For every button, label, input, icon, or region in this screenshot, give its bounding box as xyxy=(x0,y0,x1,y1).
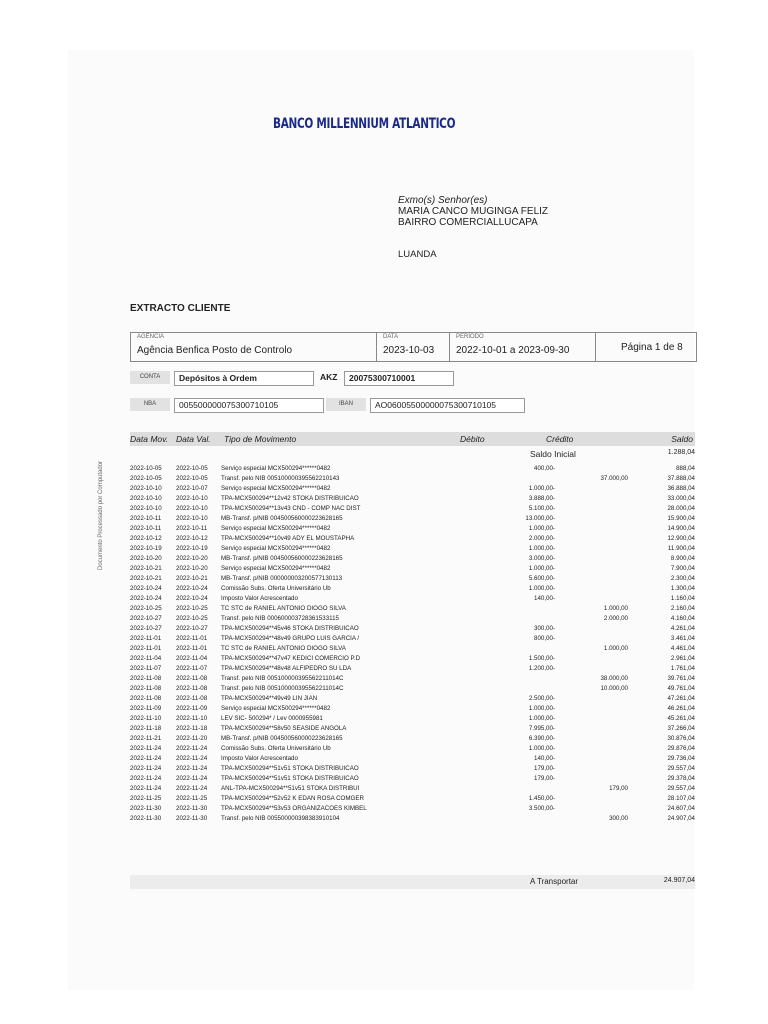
cell-tipo-movimento: ANL-TPA-MCX500294**51v51 STOKA DISTRIBUI xyxy=(221,785,360,792)
cell-data-val: 2022-10-20 xyxy=(176,555,208,562)
cell-data-mov: 2022-10-20 xyxy=(130,555,162,562)
iban-label: IBAN xyxy=(326,398,366,411)
cell-tipo-movimento: TPA-MCX500294**48v49 GRUPO LUIS GARCIA / xyxy=(221,635,360,642)
saldo-inicial-value: 1.288,04 xyxy=(667,449,695,456)
table-row xyxy=(130,664,695,674)
cell-tipo-movimento: Transf. pelo NIB 005100000395562211014C xyxy=(221,685,344,692)
cell-tipo-movimento: Serviço especial MCX500294******0482 xyxy=(221,705,331,712)
cell-data-val: 2022-10-05 xyxy=(176,475,208,482)
cell-data-mov: 2022-10-21 xyxy=(130,575,162,582)
cell-data-val: 2022-10-19 xyxy=(176,545,208,552)
cell-debito: 13.000,00- xyxy=(525,515,555,522)
cell-debito: 140,00- xyxy=(534,595,555,602)
table-row xyxy=(130,564,695,574)
data-value: 2023-10-03 xyxy=(383,345,435,356)
cell-tipo-movimento: Serviço especial MCX500294******0482 xyxy=(221,545,331,552)
cell-data-mov: 2022-11-24 xyxy=(130,775,162,782)
cell-data-mov: 2022-11-09 xyxy=(130,705,162,712)
cell-data-mov: 2022-10-21 xyxy=(130,565,162,572)
cell-saldo: 29.557,04 xyxy=(667,765,695,772)
cell-tipo-movimento: TPA-MCX500294**49v49 LIN JIAN xyxy=(221,695,318,702)
cell-credito: 38.000,00 xyxy=(600,675,628,682)
cell-saldo: 24.607,04 xyxy=(667,805,695,812)
cell-credito: 1.000,00 xyxy=(603,605,628,612)
cell-tipo-movimento: LEV SIC- 500294* / Lev 0000955981 xyxy=(221,715,323,722)
a-transportar-row xyxy=(130,875,695,889)
cell-debito: 3.888,00- xyxy=(528,495,555,502)
cell-data-val: 2022-11-08 xyxy=(176,685,208,692)
table-row xyxy=(130,804,695,814)
table-row xyxy=(130,684,695,694)
cell-saldo: 2.961,04 xyxy=(670,655,695,662)
cell-data-val: 2022-11-01 xyxy=(176,635,208,642)
cell-debito: 300,00- xyxy=(534,625,555,632)
cell-tipo-movimento: Transf. pelo NIB 005100000395562211014C xyxy=(221,675,344,682)
saldo-inicial-row xyxy=(130,448,695,460)
cell-tipo-movimento: TPA-MCX500294**13v43 CND - COMP NAC DIST xyxy=(221,505,361,512)
cell-data-val: 2022-10-24 xyxy=(176,595,208,602)
cell-saldo: 30.876,04 xyxy=(667,735,695,742)
cell-data-val: 2022-11-07 xyxy=(176,665,208,672)
cell-tipo-movimento: TPA-MCX500294**12v42 STOKA DISTRIBUICAO xyxy=(221,495,359,502)
cell-tipo-movimento: Comissão Subs. Oferta Universitário Ub xyxy=(221,585,331,592)
cell-saldo: 29.876,04 xyxy=(667,745,695,752)
table-row xyxy=(130,634,695,644)
table-row xyxy=(130,724,695,734)
cell-debito: 5.600,00- xyxy=(528,575,555,582)
cell-tipo-movimento: MB-Transf. p/NIB 004500560000223628165 xyxy=(221,515,343,522)
cell-data-mov: 2022-10-24 xyxy=(130,585,162,592)
col-saldo: Saldo xyxy=(671,434,693,444)
cell-tipo-movimento: TPA-MCX500294**47v47 KEDICI COMERCIO P.D xyxy=(221,655,361,662)
cell-saldo: 11.900,04 xyxy=(667,545,695,552)
cell-credito: 300,00 xyxy=(609,815,628,822)
cell-debito: 1.000,00- xyxy=(528,745,555,752)
cell-tipo-movimento: TPA-MCX500294**48v48 ALFIPEDRO SU LDA xyxy=(221,665,352,672)
cell-saldo: 888,04 xyxy=(676,465,695,472)
conta-value: Depósitos à Ordem xyxy=(174,371,314,386)
cell-data-mov: 2022-11-07 xyxy=(130,665,162,672)
cell-tipo-movimento: TC STC de RANIEL ANTONIO DIOGO SILVA xyxy=(221,645,346,652)
cell-data-mov: 2022-10-12 xyxy=(130,535,162,542)
header-box xyxy=(130,332,697,362)
bank-logo: BANCO MILLENNIUM ATLANTICO xyxy=(273,116,456,133)
table-row xyxy=(130,494,695,504)
cell-data-mov: 2022-10-27 xyxy=(130,625,162,632)
table-row xyxy=(130,774,695,784)
cell-data-mov: 2022-11-24 xyxy=(130,785,162,792)
cell-saldo: 29.736,04 xyxy=(667,755,695,762)
cell-debito: 1.000,00- xyxy=(528,485,555,492)
cell-data-val: 2022-10-10 xyxy=(176,495,208,502)
cell-debito: 179,00- xyxy=(534,765,555,772)
cell-data-val: 2022-11-25 xyxy=(176,795,208,802)
cell-saldo: 7.900,04 xyxy=(670,565,695,572)
cell-credito: 37.000,00 xyxy=(600,475,628,482)
cell-debito: 1.000,00- xyxy=(528,585,555,592)
divider xyxy=(376,333,377,361)
cell-data-mov: 2022-10-25 xyxy=(130,605,162,612)
cell-debito: 1.450,00- xyxy=(528,795,555,802)
cell-data-mov: 2022-11-18 xyxy=(130,725,162,732)
recipient-street: BAIRRO COMERCIALLUCAPA xyxy=(398,217,538,228)
divider xyxy=(595,333,596,361)
cell-saldo: 39.761,04 xyxy=(667,675,695,682)
cell-data-mov: 2022-10-10 xyxy=(130,495,162,502)
table-row xyxy=(130,544,695,554)
cell-data-mov: 2022-10-10 xyxy=(130,505,162,512)
cell-tipo-movimento: Serviço especial MCX500294******0482 xyxy=(221,465,331,472)
cell-data-mov: 2022-10-19 xyxy=(130,545,162,552)
cell-data-val: 2022-10-21 xyxy=(176,575,208,582)
cell-tipo-movimento: TPA-MCX500294**58v50 SEASIDE ANGOLA xyxy=(221,725,347,732)
cell-debito: 3.000,00- xyxy=(528,555,555,562)
table-row xyxy=(130,744,695,754)
cell-debito: 1.000,00- xyxy=(528,525,555,532)
cell-tipo-movimento: Comissão Subs. Oferta Universitário Ub xyxy=(221,745,331,752)
cell-data-mov: 2022-11-01 xyxy=(130,635,162,642)
cell-tipo-movimento: Transf. pelo NIB 005500000398383910104 xyxy=(221,815,340,822)
cell-data-val: 2022-11-30 xyxy=(176,805,208,812)
cell-data-mov: 2022-10-05 xyxy=(130,465,162,472)
cell-saldo: 8.900,04 xyxy=(670,555,695,562)
table-row xyxy=(130,534,695,544)
cell-data-val: 2022-11-01 xyxy=(176,645,208,652)
a-transportar-value: 24.907,04 xyxy=(663,877,695,884)
table-row xyxy=(130,654,695,664)
cell-credito: 179,00 xyxy=(609,785,628,792)
cell-saldo: 2.300,04 xyxy=(670,575,695,582)
statement-page xyxy=(68,50,694,990)
cell-debito: 6.390,00- xyxy=(528,735,555,742)
cell-data-mov: 2022-11-24 xyxy=(130,745,162,752)
table-row xyxy=(130,814,695,824)
cell-data-val: 2022-11-04 xyxy=(176,655,208,662)
cell-saldo: 14.900,04 xyxy=(667,525,695,532)
data-label: DATA xyxy=(383,334,399,340)
cell-debito: 179,00- xyxy=(534,775,555,782)
agencia-label: AGÊNCIA xyxy=(137,334,165,340)
periodo-label: PERÍODO xyxy=(456,334,484,340)
statement-title: EXTRACTO CLIENTE xyxy=(130,303,231,314)
col-data-val: Data Val. xyxy=(176,434,211,444)
col-data-mov: Data Mov. xyxy=(130,434,169,444)
table-row xyxy=(130,584,695,594)
cell-data-val: 2022-11-08 xyxy=(176,695,208,702)
nba-label: NBA xyxy=(130,398,170,411)
cell-data-val: 2022-11-10 xyxy=(176,715,208,722)
greeting: Exmo(s) Senhor(es) xyxy=(398,195,488,206)
cell-data-mov: 2022-11-08 xyxy=(130,675,162,682)
cell-data-val: 2022-11-30 xyxy=(176,815,208,822)
cell-saldo: 46.261,04 xyxy=(667,705,695,712)
agencia-value: Agência Benfica Posto de Controlo xyxy=(137,345,293,356)
cell-credito: 10.000,00 xyxy=(600,685,628,692)
cell-data-val: 2022-10-05 xyxy=(176,465,208,472)
cell-saldo: 4.461,04 xyxy=(670,645,695,652)
cell-tipo-movimento: MB-Transf. p/NIB 004500560000223628165 xyxy=(221,735,343,742)
cell-data-mov: 2022-10-11 xyxy=(130,525,162,532)
cell-data-mov: 2022-11-04 xyxy=(130,655,162,662)
page-number: Página 1 de 8 xyxy=(621,342,683,353)
cell-saldo: 37.888,04 xyxy=(667,475,695,482)
cell-debito: 140,00- xyxy=(534,755,555,762)
cell-saldo: 2.160,04 xyxy=(670,605,695,612)
cell-data-val: 2022-11-08 xyxy=(176,675,208,682)
cell-data-val: 2022-10-07 xyxy=(176,485,208,492)
cell-data-mov: 2022-11-25 xyxy=(130,795,162,802)
table-row xyxy=(130,754,695,764)
cell-data-val: 2022-11-18 xyxy=(176,725,208,732)
cell-data-val: 2022-10-12 xyxy=(176,535,208,542)
cell-tipo-movimento: Serviço especial MCX500294******0482 xyxy=(221,485,331,492)
cell-data-mov: 2022-10-27 xyxy=(130,615,162,622)
cell-saldo: 4.261,04 xyxy=(670,625,695,632)
table-row xyxy=(130,574,695,584)
cell-saldo: 4.160,04 xyxy=(670,615,695,622)
recipient-address xyxy=(398,195,548,228)
cell-debito: 5.100,00- xyxy=(528,505,555,512)
cell-debito: 1.200,00- xyxy=(528,665,555,672)
cell-saldo: 47.261,04 xyxy=(667,695,695,702)
table-row xyxy=(130,474,695,484)
table-row xyxy=(130,554,695,564)
col-debito: Débito xyxy=(460,434,485,444)
table-row xyxy=(130,714,695,724)
cell-data-mov: 2022-11-10 xyxy=(130,715,162,722)
cell-saldo: 1.761,04 xyxy=(670,665,695,672)
table-row xyxy=(130,794,695,804)
cell-saldo: 12.900,04 xyxy=(667,535,695,542)
cell-tipo-movimento: Transf. pelo NIB 000600003728361533115 xyxy=(221,615,339,622)
cell-debito: 1.000,00- xyxy=(528,705,555,712)
cell-debito: 1.000,00- xyxy=(528,565,555,572)
cell-tipo-movimento: TPA-MCX500294**53v53 ORGANIZACOES KIMBEL xyxy=(221,805,367,812)
cell-data-val: 2022-10-27 xyxy=(176,625,208,632)
cell-saldo: 29.557,04 xyxy=(667,785,695,792)
cell-saldo: 37.266,04 xyxy=(667,725,695,732)
cell-tipo-movimento: TC STC de RANIEL ANTONIO DIOGO SILVA xyxy=(221,605,346,612)
cell-debito: 2.000,00- xyxy=(528,535,555,542)
cell-tipo-movimento: TPA-MCX500294**10v49 ADY EL MOUSTAPHA xyxy=(221,535,355,542)
cell-data-mov: 2022-10-24 xyxy=(130,595,162,602)
cell-debito: 800,00- xyxy=(534,635,555,642)
cell-tipo-movimento: Transf. pelo NIB 005100000395562210143 xyxy=(221,475,340,482)
cell-data-mov: 2022-10-11 xyxy=(130,515,162,522)
cell-data-mov: 2022-11-24 xyxy=(130,765,162,772)
cell-saldo: 15.900,04 xyxy=(667,515,695,522)
cell-data-val: 2022-11-09 xyxy=(176,705,208,712)
cell-data-val: 2022-10-24 xyxy=(176,585,208,592)
cell-tipo-movimento: TPA-MCX500294**51v51 STOKA DISTRIBUICAO xyxy=(221,775,359,782)
table-header xyxy=(130,432,695,446)
cell-saldo: 36.888,04 xyxy=(667,485,695,492)
table-row xyxy=(130,484,695,494)
cell-data-mov: 2022-11-30 xyxy=(130,805,162,812)
nba-value: 005500000075300710105 xyxy=(174,398,324,413)
cell-data-mov: 2022-10-10 xyxy=(130,485,162,492)
cell-data-val: 2022-11-24 xyxy=(176,745,208,752)
cell-tipo-movimento: Serviço especial MCX500294******0482 xyxy=(221,525,331,532)
cell-saldo: 45.261,04 xyxy=(667,715,695,722)
divider xyxy=(449,333,450,361)
cell-debito: 400,00- xyxy=(534,465,555,472)
cell-saldo: 1.300,04 xyxy=(670,585,695,592)
cell-saldo: 24.907,04 xyxy=(667,815,695,822)
cell-data-val: 2022-11-24 xyxy=(176,765,208,772)
nba-row xyxy=(130,398,530,413)
recipient-name: MARIA CANCO MUGINGA FELIZ xyxy=(398,206,549,217)
side-note: Documento Processado por Computador xyxy=(98,460,104,570)
account-number: 20075300710001 xyxy=(344,371,454,386)
cell-data-mov: 2022-11-30 xyxy=(130,815,162,822)
account-row xyxy=(130,371,480,386)
cell-tipo-movimento: TPA-MCX500294**51v51 STOKA DISTRIBUICAO xyxy=(221,765,359,772)
table-row xyxy=(130,524,695,534)
periodo-value: 2022-10-01 a 2023-09-30 xyxy=(456,345,570,356)
table-row xyxy=(130,594,695,604)
cell-data-val: 2022-10-25 xyxy=(176,615,208,622)
recipient-city: LUANDA xyxy=(398,249,437,260)
table-row xyxy=(130,464,695,474)
cell-data-val: 2022-10-20 xyxy=(176,565,208,572)
saldo-inicial-label: Saldo Inicial xyxy=(530,449,576,459)
cell-data-val: 2022-10-25 xyxy=(176,605,208,612)
conta-label: CONTA xyxy=(130,371,170,384)
cell-data-val: 2022-11-24 xyxy=(176,775,208,782)
currency: AKZ xyxy=(320,372,338,382)
cell-data-mov: 2022-11-24 xyxy=(130,755,162,762)
cell-saldo: 1.160,04 xyxy=(670,595,695,602)
col-tipo: Tipo de Movimento xyxy=(224,434,297,444)
cell-saldo: 28.107,04 xyxy=(667,795,695,802)
cell-tipo-movimento: TPA-MCX500294**52v52 K EDAN ROSA COMGER xyxy=(221,795,364,802)
table-row xyxy=(130,614,695,624)
cell-credito: 2.000,00 xyxy=(603,615,628,622)
table-row xyxy=(130,644,695,654)
cell-tipo-movimento: Serviço especial MCX500294******0482 xyxy=(221,565,331,572)
cell-credito: 1.000,00 xyxy=(603,645,628,652)
cell-saldo: 49.761,04 xyxy=(667,685,695,692)
cell-data-val: 2022-11-24 xyxy=(176,785,208,792)
cell-debito: 3.500,00- xyxy=(528,805,555,812)
cell-tipo-movimento: MB-Transf. p/NIB 000000003200577130113 xyxy=(221,575,343,582)
cell-tipo-movimento: MB-Transf. p/NIB 004500560000223628165 xyxy=(221,555,343,562)
cell-debito: 1.000,00- xyxy=(528,715,555,722)
table-row xyxy=(130,694,695,704)
cell-debito: 2.500,00- xyxy=(528,695,555,702)
cell-data-val: 2022-11-24 xyxy=(176,755,208,762)
table-row xyxy=(130,514,695,524)
cell-data-val: 2022-10-11 xyxy=(176,525,208,532)
table-row xyxy=(130,504,695,514)
cell-debito: 7.995,00- xyxy=(528,725,555,732)
cell-data-val: 2022-11-20 xyxy=(176,735,208,742)
cell-data-mov: 2022-11-08 xyxy=(130,685,162,692)
table-row xyxy=(130,624,695,634)
cell-data-val: 2022-10-10 xyxy=(176,505,208,512)
cell-saldo: 33.000,04 xyxy=(667,495,695,502)
transactions-table xyxy=(130,464,695,824)
cell-tipo-movimento: TPA-MCX500294**45v46 STOKA DISTRIBUICAO xyxy=(221,625,359,632)
table-row xyxy=(130,604,695,614)
table-row xyxy=(130,764,695,774)
cell-tipo-movimento: Imposto Valor Acrescentado xyxy=(221,595,298,602)
table-row xyxy=(130,784,695,794)
col-credito: Crédito xyxy=(546,434,574,444)
cell-data-mov: 2022-11-08 xyxy=(130,695,162,702)
cell-data-mov: 2022-10-05 xyxy=(130,475,162,482)
iban-value: AO06005500000075300710105 xyxy=(370,398,525,413)
cell-saldo: 29.378,04 xyxy=(667,775,695,782)
cell-data-mov: 2022-11-01 xyxy=(130,645,162,652)
cell-data-val: 2022-10-10 xyxy=(176,515,208,522)
cell-saldo: 28.000,04 xyxy=(667,505,695,512)
cell-data-mov: 2022-11-21 xyxy=(130,735,162,742)
table-row xyxy=(130,674,695,684)
cell-debito: 1.000,00- xyxy=(528,545,555,552)
a-transportar-label: A Transportar xyxy=(530,877,579,886)
cell-debito: 1.500,00- xyxy=(528,655,555,662)
cell-tipo-movimento: Imposto Valor Acrescentado xyxy=(221,755,298,762)
table-row xyxy=(130,704,695,714)
cell-saldo: 3.461,04 xyxy=(670,635,695,642)
table-row xyxy=(130,734,695,744)
